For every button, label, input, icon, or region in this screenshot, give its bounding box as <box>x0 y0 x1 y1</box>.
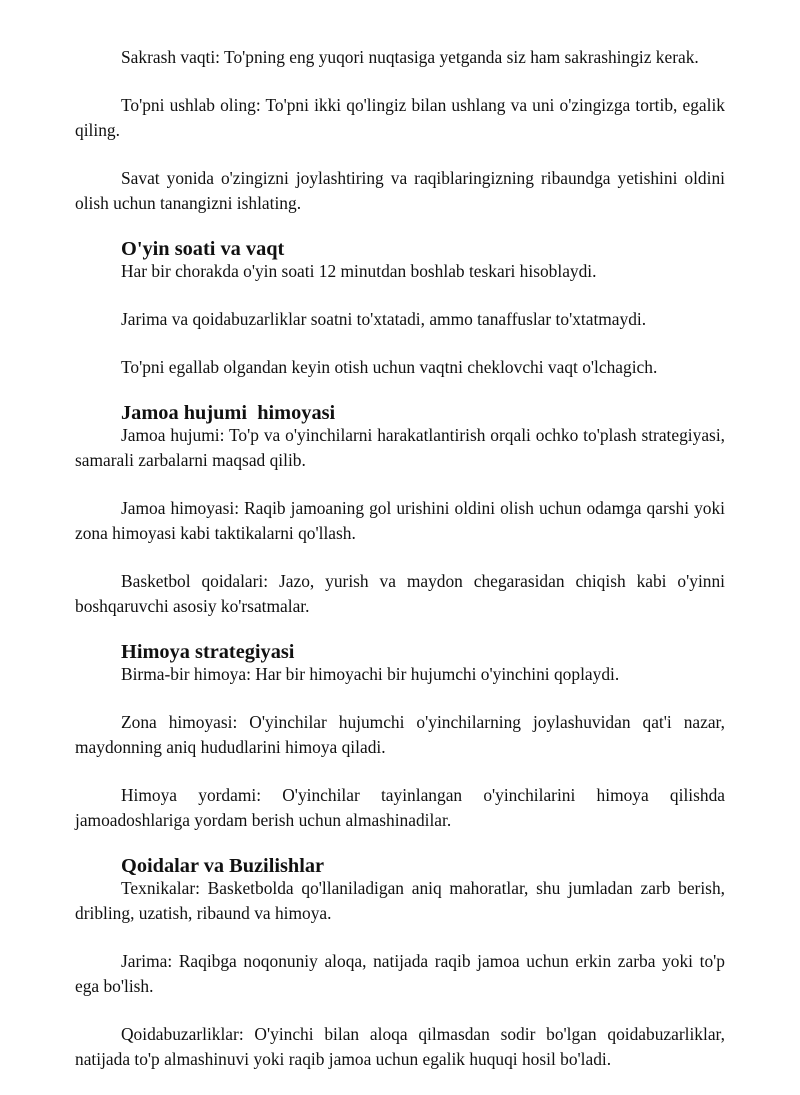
section-team-offense-defense <box>75 403 725 619</box>
section-paragraph: Zona himoyasi: O'yinchilar hujumchi o'yinchilarning joylashuvidan qat'i nazar, maydonning aniq hududlarini himoya qiladi. <box>75 712 725 757</box>
section-game-clock <box>75 239 725 380</box>
intro-paragraph: Sakrash vaqti: To'pning eng yuqori nuqtasiga yetganda siz ham sakrashingiz kerak. <box>121 47 699 67</box>
intro-paragraph: To'pni ushlab oling: To'pni ikki qo'lingiz bilan ushlang va uni o'zingizga tortib, egalik qiling. <box>75 95 725 140</box>
section-heading: O'yin soati va vaqt <box>121 238 285 260</box>
document-page <box>75 45 725 1095</box>
section-defense-strategy <box>75 642 725 833</box>
section-paragraph: Jarima va qoidabuzarliklar soatni to'xtatadi, ammo tanaffuslar to'xtatmaydi. <box>121 309 647 329</box>
intro-paragraph: Savat yonida o'zingizni joylashtiring va raqiblaringizning ribaundga yetishini oldini olish uchun tanangizni ishlating. <box>75 168 725 213</box>
section-paragraph: Qoidabuzarliklar: O'yinchi bilan aloqa qilmasdan sodir bo'lgan qoidabuzarliklar, natijada to'p almashinuvi yoki raqib jamoa uchun egalik huquqi hosil bo'ladi. <box>75 1024 725 1069</box>
section-paragraph: Jarima: Raqibga noqonuniy aloqa, natijada raqib jamoa uchun erkin zarba yoki to'p ega bo'lish. <box>75 951 725 996</box>
section-paragraph: To'pni egallab olgandan keyin otish uchun vaqtni cheklovchi vaqt o'lchagich. <box>121 357 658 377</box>
section-heading: Himoya strategiyasi <box>121 641 295 663</box>
section-paragraph: Jamoa hujumi: To'p va o'yinchilarni harakatlantirish orqali ochko to'plash strategiyasi, samarali zarbalarni maqsad qilib. <box>75 425 725 470</box>
section-heading: Jamoa hujumi himoyasi <box>121 402 336 424</box>
section-heading: Qoidalar va Buzilishlar <box>121 855 325 877</box>
section-rules-violations <box>75 856 725 1072</box>
section-paragraph: Basketbol qoidalari: Jazo, yurish va maydon chegarasidan chiqish kabi o'yinni boshqaruvchi asosiy ko'rsatmalar. <box>75 571 725 616</box>
section-paragraph: Texnikalar: Basketbolda qo'llaniladigan aniq mahoratlar, shu jumladan zarb berish, dribling, uzatish, ribaund va himoya. <box>75 878 725 923</box>
section-paragraph: Himoya yordami: O'yinchilar tayinlangan o'yinchilarini himoya qilishda jamoadoshlariga yordam berish uchun almashinadilar. <box>75 785 725 830</box>
section-paragraph: Birma-bir himoya: Har bir himoyachi bir hujumchi o'yinchini qoplaydi. <box>121 664 620 684</box>
section-paragraph: Har bir chorakda o'yin soati 12 minutdan boshlab teskari hisoblaydi. <box>121 261 597 281</box>
section-paragraph: Jamoa himoyasi: Raqib jamoaning gol urishini oldini olish uchun odamga qarshi yoki zona himoyasi kabi taktikalarni qo'llash. <box>75 498 725 543</box>
